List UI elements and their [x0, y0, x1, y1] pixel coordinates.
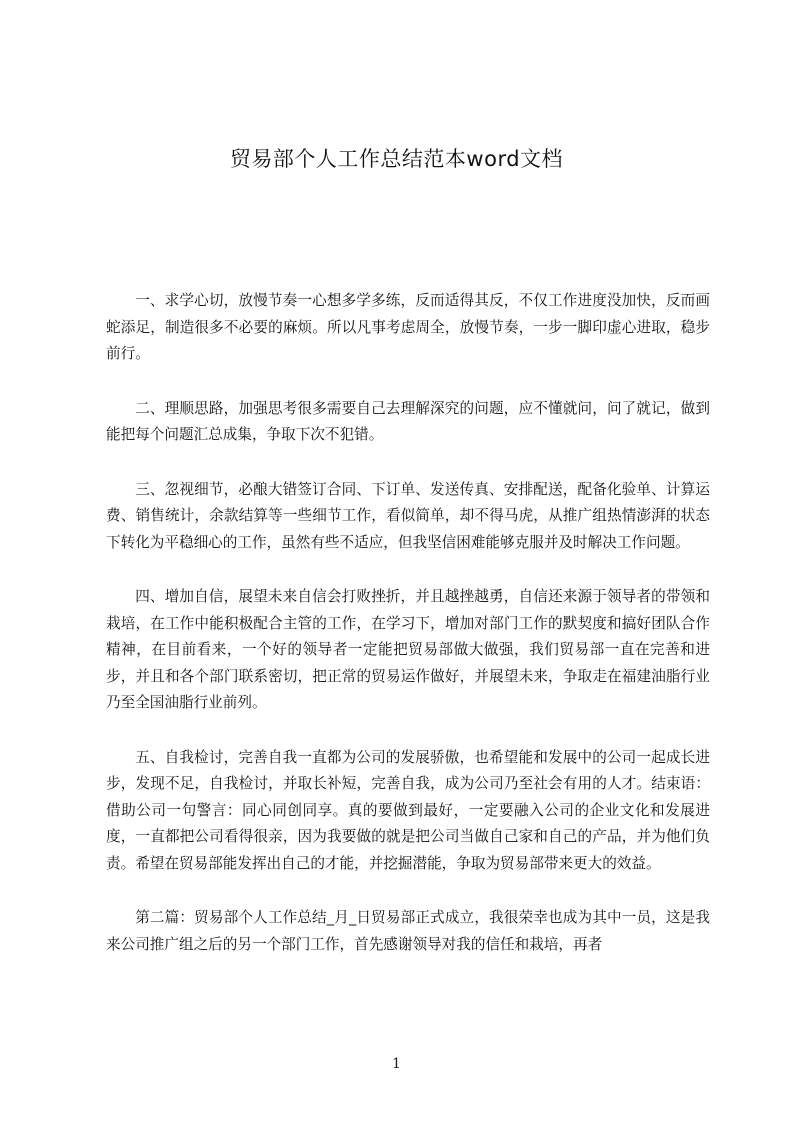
paragraph-5: 五、自我检讨，完善自我一直都为公司的发展骄傲，也希望能和发展中的公司一起成长进步，发现不足，自我检讨，并取长补短，完善自我，成为公司乃至社会有用的人才。结束语：借助公司一句警言：同心同创同享。真的要做到最好，一定要融入公司的企业文化和发展进度，一直都把公司看得很亲，因为我要做的就是把公司当做自己家和自己的产品，并为他们负责。希望在贸易部能发挥出自己的才能，并挖掘潜能，争取为贸易部带来更大的效益。 — [106, 748, 710, 872]
paragraph-6: 第二篇：贸易部个人工作总结_月_日贸易部正式成立，我很荣幸也成为其中一员，这是我来公司推广组之后的另一个部门工作，首先感谢领导对我的信任和栽培，再者 — [106, 909, 710, 953]
paragraph-4: 四、增加自信，展望未来自信会打败挫折，并且越挫越勇，自信还来源于领导者的带领和栽培，在工作中能积极配合主管的工作，在学习下，增加对部门工作的默契度和搞好团队合作精神，在目前看来，一个好的领导者一定能把贸易部做大做强，我们贸易部一直在完善和进步，并且和各个部门联系密切，把正常的贸易运作做好，并展望未来，争取走在福建油脂行业乃至全国油脂行业前列。 — [106, 588, 710, 711]
paragraph-2: 二、理顺思路，加强思考很多需要自己去理解深究的问题，应不懂就问，问了就记，做到能把每个问题汇总成集，争取下次不犯错。 — [106, 399, 710, 443]
page-number: 1 — [392, 1056, 401, 1072]
paragraph-1: 一、求学心切，放慢节奏一心想多学多练，反而适得其反，不仅工作进度没加快，反而画蛇添足，制造很多不必要的麻烦。所以凡事考虑周全，放慢节奏，一步一脚印虚心进取，稳步前行。 — [106, 292, 710, 362]
document-title: 贸易部个人工作总结范本word文档 — [229, 147, 564, 171]
paragraph-3: 三、忽视细节，必酿大错签订合同、下订单、发送传真、安排配送，配备化验单、计算运费、销售统计，余款结算等一些细节工作，看似简单，却不得马虎，从推广组热情澎湃的状态下转化为平稳细心的工作，虽然有些不适应，但我坚信困难能够克服并及时解决工作问题。 — [106, 480, 710, 551]
document-body — [106, 288, 710, 958]
